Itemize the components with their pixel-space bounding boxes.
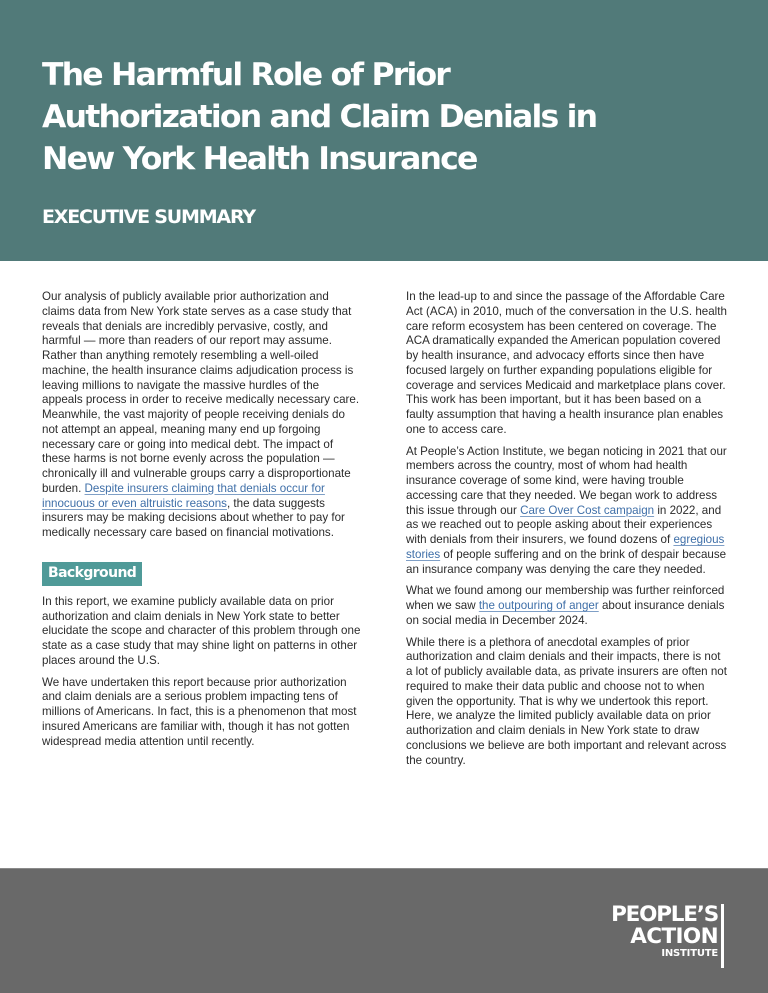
paragraph-text: about insurance denials on social media in December 2024. xyxy=(406,599,725,627)
intro-text: Our analysis of publicly available prior authorization and claims data from New York state serves as a case study that reveals that denials are incredibly pervasive, costly, and harmful — more than readers of our report may assume. Rather than anything remotely resembling a well-oiled machine, the health insurance claims adjudication process is leaving millions to navigate the massive hurdles of the appeals process in order to receive medically necessary care. Meanwhile, the vast majority of people receiving denials do not attempt an appeal, meaning many end up forgoing necessary care or going into medical debt. The impact of these harms is not borne evenly across the population — chronically ill and vulnerable groups carry a disproportionate burden. xyxy=(42,290,360,495)
logo-vertical-bar-icon xyxy=(721,904,724,968)
left-column xyxy=(42,290,362,756)
logo-line-action: ACTION xyxy=(630,924,718,949)
title-line-3: New York Health Insurance xyxy=(42,141,477,177)
paragraph-text: of people suffering and on the brink of despair because an insurance company was denying the care they needed. xyxy=(406,547,727,576)
document-title xyxy=(42,54,702,180)
paragraph-text: in 2022, and as we reached out to people asking about their experiences with denials from their insurers, we found dozens of xyxy=(406,503,722,546)
paragraph-text: What we found among our membership was further reinforced when we saw xyxy=(406,584,725,612)
egregious-stories-link[interactable]: egregious stories xyxy=(406,533,725,561)
background-section-heading: Background xyxy=(42,562,142,586)
aca-paragraph: In the lead-up to and since the passage of the Affordable Care Act (ACA) in 2010, much of the conversation in the U.S. health care reform ecosystem has been centered on coverage. The ACA dramatically expanded the American population covered by health insurance, and advocacy efforts since then have focused largely on further expanding populations eligible for coverage and services Medicaid and marketplace plans cover. This work has been important, but it has been based on a faulty assumption that having a health insurance plan enables one to access care. xyxy=(406,290,727,436)
right-column xyxy=(406,290,728,775)
title-line-1: The Harmful Role of Prior xyxy=(42,57,450,93)
care-over-cost-link[interactable]: Care Over Cost campaign xyxy=(520,503,655,517)
data-availability-paragraph: While there is a plethora of anecdotal examples of prior authorization and claim denials and their impacts, there is not a lot of publicly available data, as private insurers are often not required to make their data public and choose not to when given the opportunity. That is why we undertook this report. Here, we analyze the limited publicly available data on prior authorization and claim denials in New York state to draw conclusions we believe are both important and relevant across the country. xyxy=(406,635,727,767)
outpouring-of-anger-link[interactable]: the outpouring of anger xyxy=(478,599,599,612)
logo-line-institute: INSTITUTE xyxy=(661,948,718,959)
background-paragraph-1: In this report, we examine publicly available data on prior authorization and claim denials in New York state to better elucidate the scope and character of this problem through one state as a case study that may shine light on patterns in other places around the U.S. xyxy=(42,594,361,667)
insurers-claims-link[interactable]: Despite insurers claiming that denials occur for innocuous or even altruistic reasons xyxy=(42,481,325,510)
background-paragraph-2: We have undertaken this report because prior authorization and claim denials are a serious problem impacting tens of millions of Americans. In fact, this is a phenomenon that most insured Americans are familiar with, though it has not gotten widespread media attention until recently. xyxy=(42,675,357,748)
intro-paragraph xyxy=(42,290,362,541)
peoples-action-paragraph xyxy=(406,445,728,578)
logo-wordmark xyxy=(592,904,718,960)
intro-text-end: , the data suggests insurers may be making decisions about whether to pay for medically necessary care based on financial motivations. xyxy=(42,496,345,539)
document-subtitle: EXECUTIVE SUMMARY xyxy=(42,206,255,228)
title-line-2: Authorization and Claim Denials in xyxy=(42,99,597,135)
paragraph-text: At People’s Action Institute, we began noticing in 2021 that our members across the country, most of whom had health insurance coverage of some kind, were having trouble accessing care that they needed. We began work to address this issue through our xyxy=(406,444,727,517)
header-banner xyxy=(0,0,768,261)
membership-paragraph xyxy=(406,584,728,628)
peoples-action-institute-logo xyxy=(592,904,732,974)
logo-line-peoples: PEOPLE’S xyxy=(611,902,718,927)
